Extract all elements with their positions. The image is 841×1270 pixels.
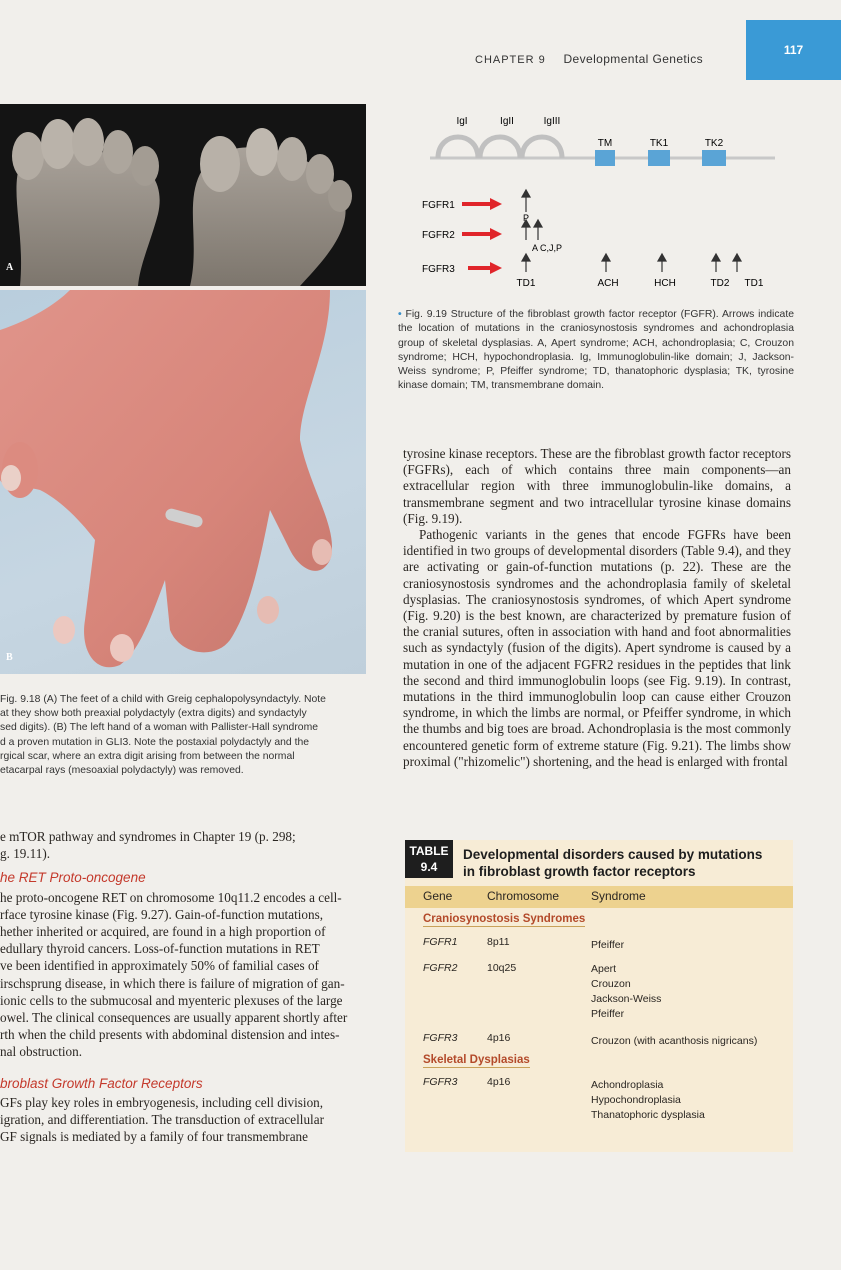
syndrome-cell: Hypochondroplasia xyxy=(591,1094,681,1106)
paragraph: tyrosine kinase receptors. These are the fibroblast growth factor receptors (FGFRs), each of which contains three main components—an extracellular region with three immunoglobulin-like domains, a transmembrane segment and two intracellular tyrosine kinase domains (Fig. 9.19). xyxy=(403,446,791,526)
table-title-line: Developmental disorders caused by mutations xyxy=(463,847,763,862)
fig-9-18-caption xyxy=(0,693,378,778)
red-arrows xyxy=(462,198,502,274)
red-arrow xyxy=(462,198,502,210)
domain-label: IgIII xyxy=(543,116,561,127)
caption-line: at they show both preaxial polydactyly (extra digits) and syndactyly xyxy=(0,708,307,720)
caption-line: sed digits). (B) The left hand of a woman with Pallister-Hall syndrome xyxy=(0,722,319,734)
text-line: hether inherited or acquired, are found in a high proportion of xyxy=(0,924,326,940)
text-line: igration, and differentiation. The transduction of extracellular xyxy=(0,1112,324,1128)
ig-loop-2 xyxy=(480,137,520,158)
tk1-domain-box xyxy=(648,150,670,166)
domain-label: IgII xyxy=(500,116,514,127)
text-line: he proto-oncogene RET on chromosome 10q11.2 encodes a cell- xyxy=(0,889,342,905)
tm-domain-box xyxy=(595,150,615,166)
table-9-4 xyxy=(405,840,793,1152)
ig-loop-1 xyxy=(438,137,478,158)
fig-9-19-caption-text: Fig. 9.19 Structure of the fibroblast growth factor receptor (FGFR). Arrows indicate the location of mutations in the craniosynostosis syndromes and achondroplasia group of skeletal dysplasias. A, Apert syndrome; ACH, achondroplasia; C, Crouzon syndrome; HCH, hypochondroplasia. Ig, Immunoglobulin-like domain; J, Jackson-Weiss syndrome; P, Pfeiffer syndrome; TD, thanatophoric dysplasia; TK, tyrosine kinase domain; TM, transmembrane domain. xyxy=(398,309,794,392)
syndrome-cell: Jackson-Weiss xyxy=(591,993,662,1005)
mutation-label: ACH xyxy=(597,278,619,289)
page-number: 117 xyxy=(783,43,804,57)
gene-cell: FGFR1 xyxy=(423,936,458,948)
text-line: GFs play key roles in embryogenesis, including cell division, xyxy=(0,1094,324,1110)
column-header: Syndrome xyxy=(591,889,646,903)
gene-cell: FGFR2 xyxy=(423,962,458,974)
column-header: Chromosome xyxy=(487,889,560,903)
text-line: irschsprung disease, in which there is failure of migration of gan- xyxy=(0,975,345,991)
syndrome-cell: Crouzon (with acanthosis nigricans) xyxy=(591,1035,758,1047)
mutation-label: TD2 xyxy=(710,278,730,289)
chromosome-cell: 8p11 xyxy=(487,936,510,948)
fgfr-structure-diagram xyxy=(410,100,790,300)
chromosome-cell: 4p16 xyxy=(487,1076,511,1088)
panel-a-label: A xyxy=(6,262,14,273)
hand-photo-illustration xyxy=(0,290,366,674)
mutation-arrows xyxy=(522,190,741,272)
syndrome-cell: Apert xyxy=(591,963,617,975)
table-label-word: TABLE xyxy=(409,844,449,858)
syndrome-cell: Crouzon xyxy=(591,978,631,990)
domain-label: TK1 xyxy=(649,138,669,149)
syndrome-cell: Thanatophoric dysplasia xyxy=(591,1109,705,1121)
table-section-heading: Skeletal Dysplasias xyxy=(423,1054,530,1066)
fgf-section-heading: broblast Growth Factor Receptors xyxy=(0,1075,203,1091)
caption-line: Fig. 9.18 (A) The feet of a child with Greig cephalopolysyndactyly. Note xyxy=(0,694,326,705)
syndrome-cell: Pfeiffer xyxy=(591,1008,625,1020)
ig-loop-3 xyxy=(522,137,562,158)
receptor-label: FGFR1 xyxy=(422,200,455,211)
running-head xyxy=(475,52,703,66)
panel-b-label: B xyxy=(6,652,13,663)
caption-bullet-icon: • xyxy=(398,309,406,320)
text-line: g. 19.11). xyxy=(0,846,51,862)
text-line: ionic cells to the submucosal and myenteric plexuses of the large xyxy=(0,992,343,1008)
feet-photo-illustration xyxy=(0,104,366,286)
gene-cell: FGFR3 xyxy=(423,1076,458,1088)
text-line: e mTOR pathway and syndromes in Chapter 19 (p. 298; xyxy=(0,829,296,844)
domain-label: TK2 xyxy=(704,138,724,149)
table-label xyxy=(405,840,453,878)
mutation-label: A C,J,P xyxy=(531,243,563,253)
caption-line: rgical scar, where an extra digit arising from between the normal xyxy=(0,750,295,762)
table-title-line: in fibroblast growth factor receptors xyxy=(463,864,696,879)
mutation-label: HCH xyxy=(654,278,676,289)
chapter-label: CHAPTER 9 xyxy=(475,54,546,66)
table-label-number: 9.4 xyxy=(420,860,438,874)
text-line: rth when the child presents with abdominal distension and intes- xyxy=(0,1027,340,1043)
domain-label: TM xyxy=(597,138,613,149)
table-section-heading: Craniosynostosis Syndromes xyxy=(423,913,586,925)
text-line: owel. The clinical consequences are usually apparent shortly after xyxy=(0,1010,348,1026)
caption-line: d a proven mutation in GLI3. Note the postaxial polydactyly and the xyxy=(0,736,310,748)
right-column-text xyxy=(403,446,791,770)
red-arrow xyxy=(468,262,502,274)
text-line: ve been identified in approximately 50% of familial cases of xyxy=(0,958,319,974)
table-header-row xyxy=(405,886,793,908)
mutation-label: TD1 xyxy=(744,278,764,289)
tk2-domain-box xyxy=(702,150,726,166)
page-number-tab xyxy=(746,20,841,80)
mutation-label: TD1 xyxy=(516,278,536,289)
paragraph: Pathogenic variants in the genes that encode FGFRs have been identified in two groups of developmental disorders (Table 9.4), and they are activating or gain-of-function mutations (p. 22). These are the craniosynostosis syndromes and the achondroplasia family of skeletal dysplasias. The craniosynostosis syndromes, of which Apert syndrome (Fig. 9.20) is the best known, are characterized by premature fusion of the cranial sutures, often in association with hand and foot abnormalities such as syndactyly (fusion of the digits). Apert syndrome is caused by a mutation in one of the adjacent FGFR2 residues in the peptides that link the second and third immunoglobulin loops (see Fig. 9.19). In contrast, mutations in the third immunoglobulin loop can cause either Crouzon syndrome, in which the limbs are normal, or Pfeiffer syndrome, in which the thumbs and big toes are broad. Achondroplasia is the most commonly encountered genetic form of extreme stature (Fig. 9.21). The limbs show proximal ("rhizomelic") shortening, and the head is enlarged with frontal xyxy=(403,527,791,769)
mutation-label: P xyxy=(522,213,530,223)
chromosome-cell: 10q25 xyxy=(487,962,517,974)
photo-panel-a xyxy=(0,104,366,286)
chapter-title: Developmental Genetics xyxy=(563,52,704,66)
receptor-label: FGFR3 xyxy=(422,264,455,275)
gene-cell: FGFR3 xyxy=(423,1032,458,1044)
column-header: Gene xyxy=(423,889,453,903)
photo-panel-b xyxy=(0,290,366,674)
fig-9-19-caption xyxy=(398,308,794,394)
syndrome-cell: Pfeiffer xyxy=(591,939,625,951)
red-arrow xyxy=(462,228,502,240)
text-line: GF signals is mediated by a family of four transmembrane xyxy=(0,1129,309,1145)
text-line: rface tyrosine kinase (Fig. 9.27). Gain-of-function mutations, xyxy=(0,906,324,922)
ret-section-heading: he RET Proto-oncogene xyxy=(0,870,146,886)
text-line: edullary thyroid cancers. Loss-of-function mutations in RET xyxy=(0,941,320,957)
syndrome-cell: Achondroplasia xyxy=(591,1079,664,1091)
receptor-label: FGFR2 xyxy=(422,230,455,241)
chromosome-cell: 4p16 xyxy=(487,1032,511,1044)
text-line: nal obstruction. xyxy=(0,1044,83,1060)
left-column-text xyxy=(0,828,378,1145)
domain-label: IgI xyxy=(456,116,468,127)
caption-line: etacarpal rays (mesoaxial polydactyly) was removed. xyxy=(0,765,244,777)
table-title xyxy=(463,846,793,880)
